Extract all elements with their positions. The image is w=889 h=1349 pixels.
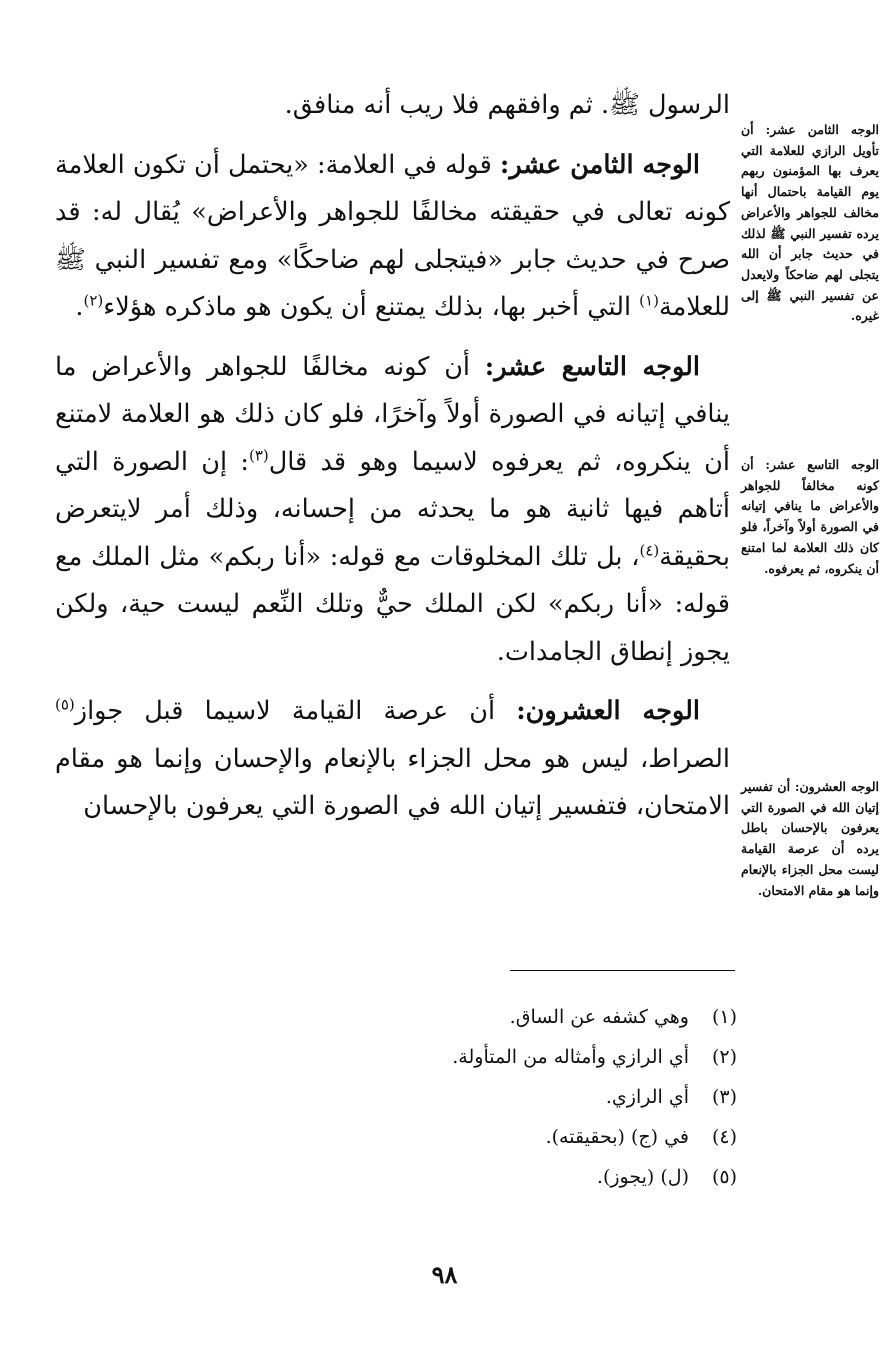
footnote-text: أي الرازي وأمثاله من المتأولة.: [452, 1046, 689, 1068]
footnote-number: (٤): [711, 1126, 737, 1148]
footnote-ref[interactable]: (٢): [83, 291, 104, 310]
footnote-text: وهي كشفه عن الساق.: [509, 1006, 689, 1028]
footnote-ref[interactable]: (٣): [248, 446, 269, 464]
footnote-ref[interactable]: (٤): [639, 541, 660, 559]
footnote-item: [237, 1037, 737, 1077]
paragraph-19th-aspect: الوجه التاسع عشر: أن كونه مخالفًا للجواهر والأعراض ما ينافي إتيانه في الصورة أولاً وآخرًا، فلو كان ذلك هو العلامة لامتنع أن ينكروه، ثم يعرفوه لاسيما وهو قد قال$^{(٣)}$: إن الصورة التي أتاهم فيها ثانية هو ما يحدثه من إحسانه، وذلك أمر لايتعرض بحقيقة$^{(٤)}$، بل تلك المخلوقات مع قوله: «أنا ربكم» مثل الملك مع قوله: «أنا ربكم» لكن الملك حيٌّ وتلك النِّعم ليست حية، ولكن يجوز إنطاق الجامدات.: [55, 351, 730, 667]
footnote-item: [237, 997, 737, 1037]
footnote-number: (٥): [711, 1166, 737, 1188]
footnote-number: (١): [711, 1006, 737, 1028]
footnote-number: (٢): [711, 1046, 737, 1068]
page-number: ٩٨: [431, 1260, 458, 1289]
footnote-ref[interactable]: (١): [639, 291, 659, 310]
paragraph-continuation: الرسول ﷺ. ثم وافقهم فلا ريب أنه منافق.: [284, 90, 730, 120]
section-heading: الوجه الثامن عشر:: [499, 149, 700, 180]
footnote-text: أي الرازي.: [605, 1086, 689, 1108]
section-heading: الوجه العشرون:: [516, 696, 700, 726]
footnote-item: [237, 1117, 737, 1157]
footnote-ref[interactable]: (٥): [55, 695, 75, 714]
footnote-separator: [510, 970, 735, 971]
footnote-item: [237, 1077, 737, 1117]
section-heading: الوجه التاسع عشر:: [484, 351, 701, 382]
paragraph-18th-aspect: الوجه الثامن عشر: قوله في العلامة: «يحتمل أن تكون العلامة كونه تعالى في حقيقته مخالفًا للجواهر والأعراض» يُقال له: قد صرح في حديث جابر «فيتجلى لهم ضاحكًا» ومع تفسير النبي ﷺ للعلامة$^{(١)}$ التي أخبر بها، بذلك يمتنع أن يكون هو ماذكره هؤلاء$^{(٢)}$.: [55, 149, 730, 322]
paragraph-20th-aspect: الوجه العشرون: أن عرصة القيامة لاسيما قبل جواز$^{(٥)}$ الصراط، ليس هو محل الجزاء بالإنعام والإحسان وإنما هو مقام الامتحان، فتفسير إتيان الله في الصورة التي يعرفون بالإحسان: [55, 695, 730, 821]
footnote-item: [237, 1157, 737, 1197]
footnotes: [237, 997, 737, 1197]
footnote-text: في (ج) (بحقيقته).: [545, 1126, 689, 1148]
margin-note-19: الوجه التاسع عشر: أن كونه مخالفاً للجواهر والأعراض ما ينافي إتيانه في الصورة أولاً وآخراً، فلو كان ذلك العلامة لما امتنع أن ينكروه، ثم يعرفوه.: [741, 457, 879, 576]
main-text: [55, 82, 730, 831]
footnote-number: (٣): [711, 1086, 737, 1108]
footnote-text: (ل) (يجوز).: [596, 1166, 689, 1188]
margin-note-20: الوجه العشرون: أن تفسير إتيان الله في الصورة التي يعرفون بالإحسان باطل يرده أن عرصة القيامة ليست محل الجزاء بالإنعام وإنما هو مقام الامتحان.: [741, 779, 879, 898]
margin-note-18: الوجه الثامن عشر: أن تأويل الرازي للعلامة التي يعرف بها المؤمنون ربهم يوم القيامة باحتمال أنها مخالف للجواهر والأعراض يرده تفسير النبي ﷺ لذلك في حديث جابر أن الله يتجلى لهم ضاحكاً ولايعدل عن تفسير النبي ﷺ إلى غيره.: [741, 122, 879, 324]
